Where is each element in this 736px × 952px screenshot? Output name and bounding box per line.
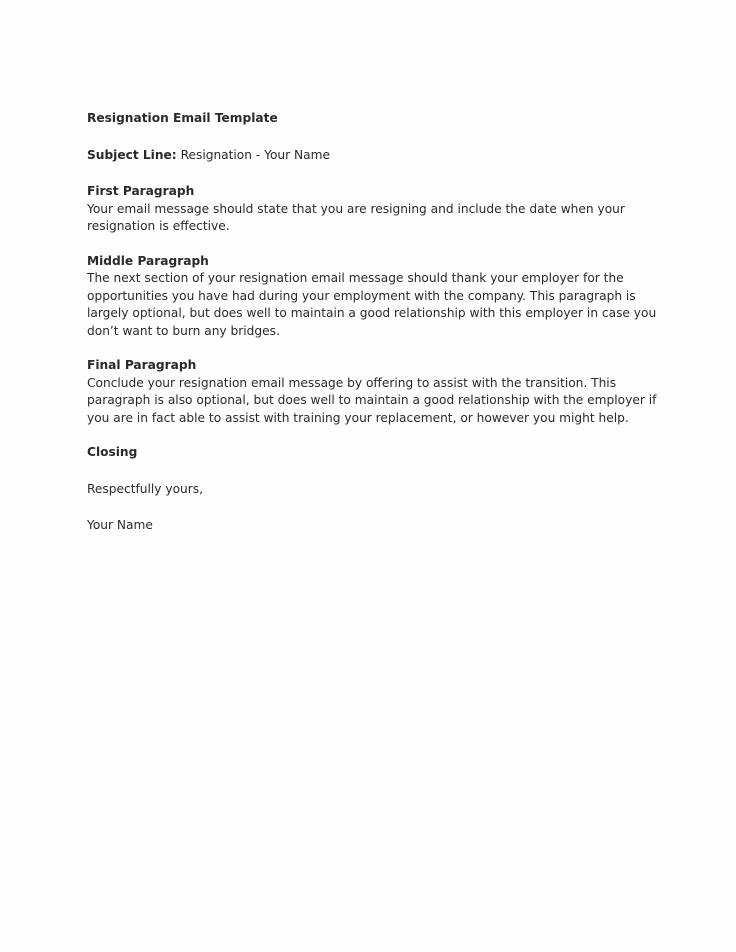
section-body: The next section of your resignation email message should thank your employer for the opportunities you have had during your employment with the company. This paragraph is largely optional, but does well to maintain a good relationship with this employer in case you don’t want to burn any bridges. (87, 271, 657, 338)
document-content (87, 110, 657, 535)
section-body: Your email message should state that you are resigning and include the date when your resignation is effective. (87, 201, 625, 233)
section-heading: Final Paragraph (87, 358, 197, 372)
section-first-paragraph (87, 183, 657, 236)
closing-signoff: Respectfully yours, (87, 481, 203, 496)
closing-heading: Closing (87, 445, 138, 459)
subject-value: Resignation - Your Name (180, 147, 330, 162)
section-heading: First Paragraph (87, 184, 195, 198)
subject-line (87, 147, 657, 165)
section-middle-paragraph (87, 253, 657, 341)
closing-name: Your Name (87, 518, 153, 532)
document-title: Resignation Email Template (87, 111, 278, 125)
section-final-paragraph (87, 357, 657, 427)
section-heading: Middle Paragraph (87, 253, 209, 268)
subject-label: Subject Line: (87, 147, 177, 162)
section-body: Conclude your resignation email message by offering to assist with the transition. This paragraph is also optional, but does well to maintain a good relationship with the employer if you are in fact able to assist with training your replacement, or however you might help. (87, 375, 657, 425)
